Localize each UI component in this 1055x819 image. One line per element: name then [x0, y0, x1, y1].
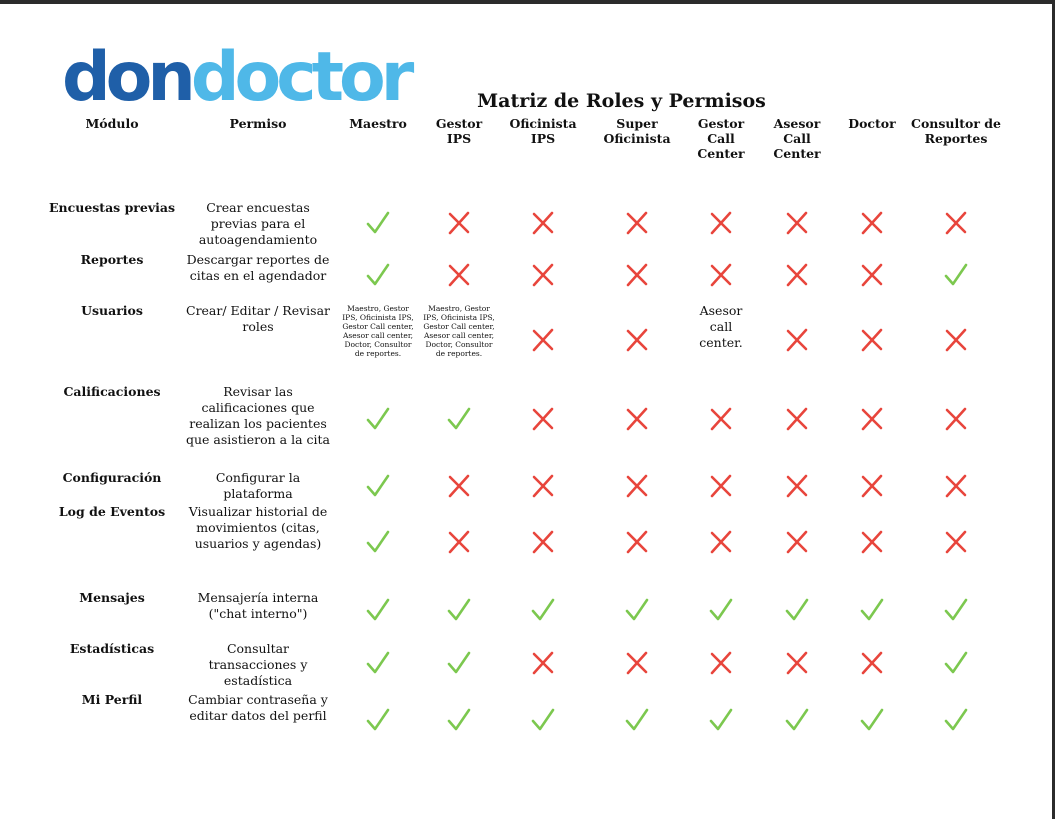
header-role: Maestro	[349, 116, 407, 131]
check-icon	[447, 708, 471, 732]
cross-icon	[944, 474, 968, 498]
permission-label: Revisar las calificaciones que realizan los pacientes que asistieron a la cita	[186, 384, 330, 447]
cross-icon	[944, 407, 968, 431]
usuarios-note: Asesor call center.	[699, 303, 743, 350]
module-label: Estadísticas	[69, 641, 155, 656]
check-icon	[944, 263, 968, 287]
header-role: Asesor Call Center	[773, 116, 821, 161]
check-icon	[625, 708, 649, 732]
page-top-border	[0, 0, 1055, 4]
page-title: Matriz de Roles y Permisos	[477, 90, 766, 112]
cross-icon	[785, 651, 809, 675]
cross-icon	[709, 211, 733, 235]
check-icon	[860, 708, 884, 732]
cross-icon	[860, 530, 884, 554]
check-icon	[860, 598, 884, 622]
cross-icon	[709, 474, 733, 498]
check-icon	[366, 407, 390, 431]
module-label: Encuestas previas	[49, 200, 175, 215]
permission-label: Consultar transacciones y estadística	[208, 641, 308, 688]
check-icon	[447, 407, 471, 431]
cross-icon	[709, 651, 733, 675]
cross-icon	[860, 407, 884, 431]
cross-icon	[531, 530, 555, 554]
check-icon	[944, 708, 968, 732]
check-icon	[366, 263, 390, 287]
cross-icon	[709, 407, 733, 431]
cross-icon	[531, 474, 555, 498]
module-label: Configuración	[62, 470, 162, 485]
permission-label: Mensajería interna ("chat interno")	[197, 590, 319, 621]
cross-icon	[625, 328, 649, 352]
cross-icon	[531, 263, 555, 287]
check-icon	[447, 598, 471, 622]
check-icon	[944, 651, 968, 675]
cross-icon	[709, 530, 733, 554]
cross-icon	[625, 530, 649, 554]
check-icon	[944, 598, 968, 622]
dondoctor-logo: dondoctor	[62, 38, 410, 117]
header-role: Gestor Call Center	[697, 116, 745, 161]
check-icon	[709, 708, 733, 732]
header-modulo: Módulo	[85, 116, 139, 131]
cross-icon	[447, 211, 471, 235]
check-icon	[366, 708, 390, 732]
check-icon	[447, 651, 471, 675]
cross-icon	[785, 211, 809, 235]
permission-label: Descargar reportes de citas en el agendador	[186, 252, 330, 283]
cross-icon	[447, 474, 471, 498]
cross-icon	[625, 407, 649, 431]
permission-label: Visualizar historial de movimientos (citas, usuarios y agendas)	[188, 504, 328, 551]
header-role: Gestor IPS	[435, 116, 483, 146]
cross-icon	[860, 474, 884, 498]
cross-icon	[785, 328, 809, 352]
cross-icon	[785, 407, 809, 431]
cross-icon	[860, 328, 884, 352]
check-icon	[785, 598, 809, 622]
cross-icon	[860, 651, 884, 675]
module-label: Calificaciones	[63, 384, 161, 399]
module-label: Log de Eventos	[58, 504, 166, 519]
cross-icon	[944, 211, 968, 235]
header-role: Oficinista IPS	[509, 116, 577, 146]
check-icon	[366, 530, 390, 554]
module-label: Mi Perfil	[81, 692, 143, 707]
cross-icon	[785, 474, 809, 498]
permission-label: Crear/ Editar / Revisar roles	[186, 303, 330, 334]
check-icon	[366, 474, 390, 498]
header-permiso: Permiso	[229, 116, 287, 131]
module-label: Usuarios	[81, 303, 143, 318]
check-icon	[366, 211, 390, 235]
cross-icon	[860, 263, 884, 287]
check-icon	[531, 708, 555, 732]
permission-label: Configurar la plataforma	[215, 470, 301, 501]
check-icon	[785, 708, 809, 732]
cross-icon	[785, 263, 809, 287]
check-icon	[625, 598, 649, 622]
cross-icon	[944, 530, 968, 554]
cross-icon	[944, 328, 968, 352]
cross-icon	[625, 651, 649, 675]
cross-icon	[447, 530, 471, 554]
cross-icon	[531, 407, 555, 431]
cross-icon	[625, 263, 649, 287]
permission-label: Cambiar contraseña y editar datos del perfil	[188, 692, 328, 723]
cross-icon	[531, 328, 555, 352]
check-icon	[709, 598, 733, 622]
cross-icon	[785, 530, 809, 554]
cross-icon	[860, 211, 884, 235]
cross-icon	[531, 211, 555, 235]
usuarios-note: Maestro, Gestor IPS, Oficinista IPS, Gestor Call center, Asesor call center, Doctor, Consultor de reportes.	[423, 304, 495, 358]
header-role: Doctor	[848, 116, 896, 131]
header-role: Consultor de Reportes	[911, 116, 1001, 146]
cross-icon	[709, 263, 733, 287]
cross-icon	[625, 211, 649, 235]
header-role: Super Oficinista	[603, 116, 671, 146]
module-label: Mensajes	[79, 590, 145, 605]
cross-icon	[625, 474, 649, 498]
usuarios-note: Maestro, Gestor IPS, Oficinista IPS, Gestor Call center, Asesor call center, Doctor, Consultor de reportes.	[342, 304, 414, 358]
permission-label: Crear encuestas previas para el autoagendamiento	[198, 200, 318, 247]
check-icon	[366, 598, 390, 622]
cross-icon	[447, 263, 471, 287]
cross-icon	[531, 651, 555, 675]
module-label: Reportes	[80, 252, 144, 267]
check-icon	[366, 651, 390, 675]
check-icon	[531, 598, 555, 622]
